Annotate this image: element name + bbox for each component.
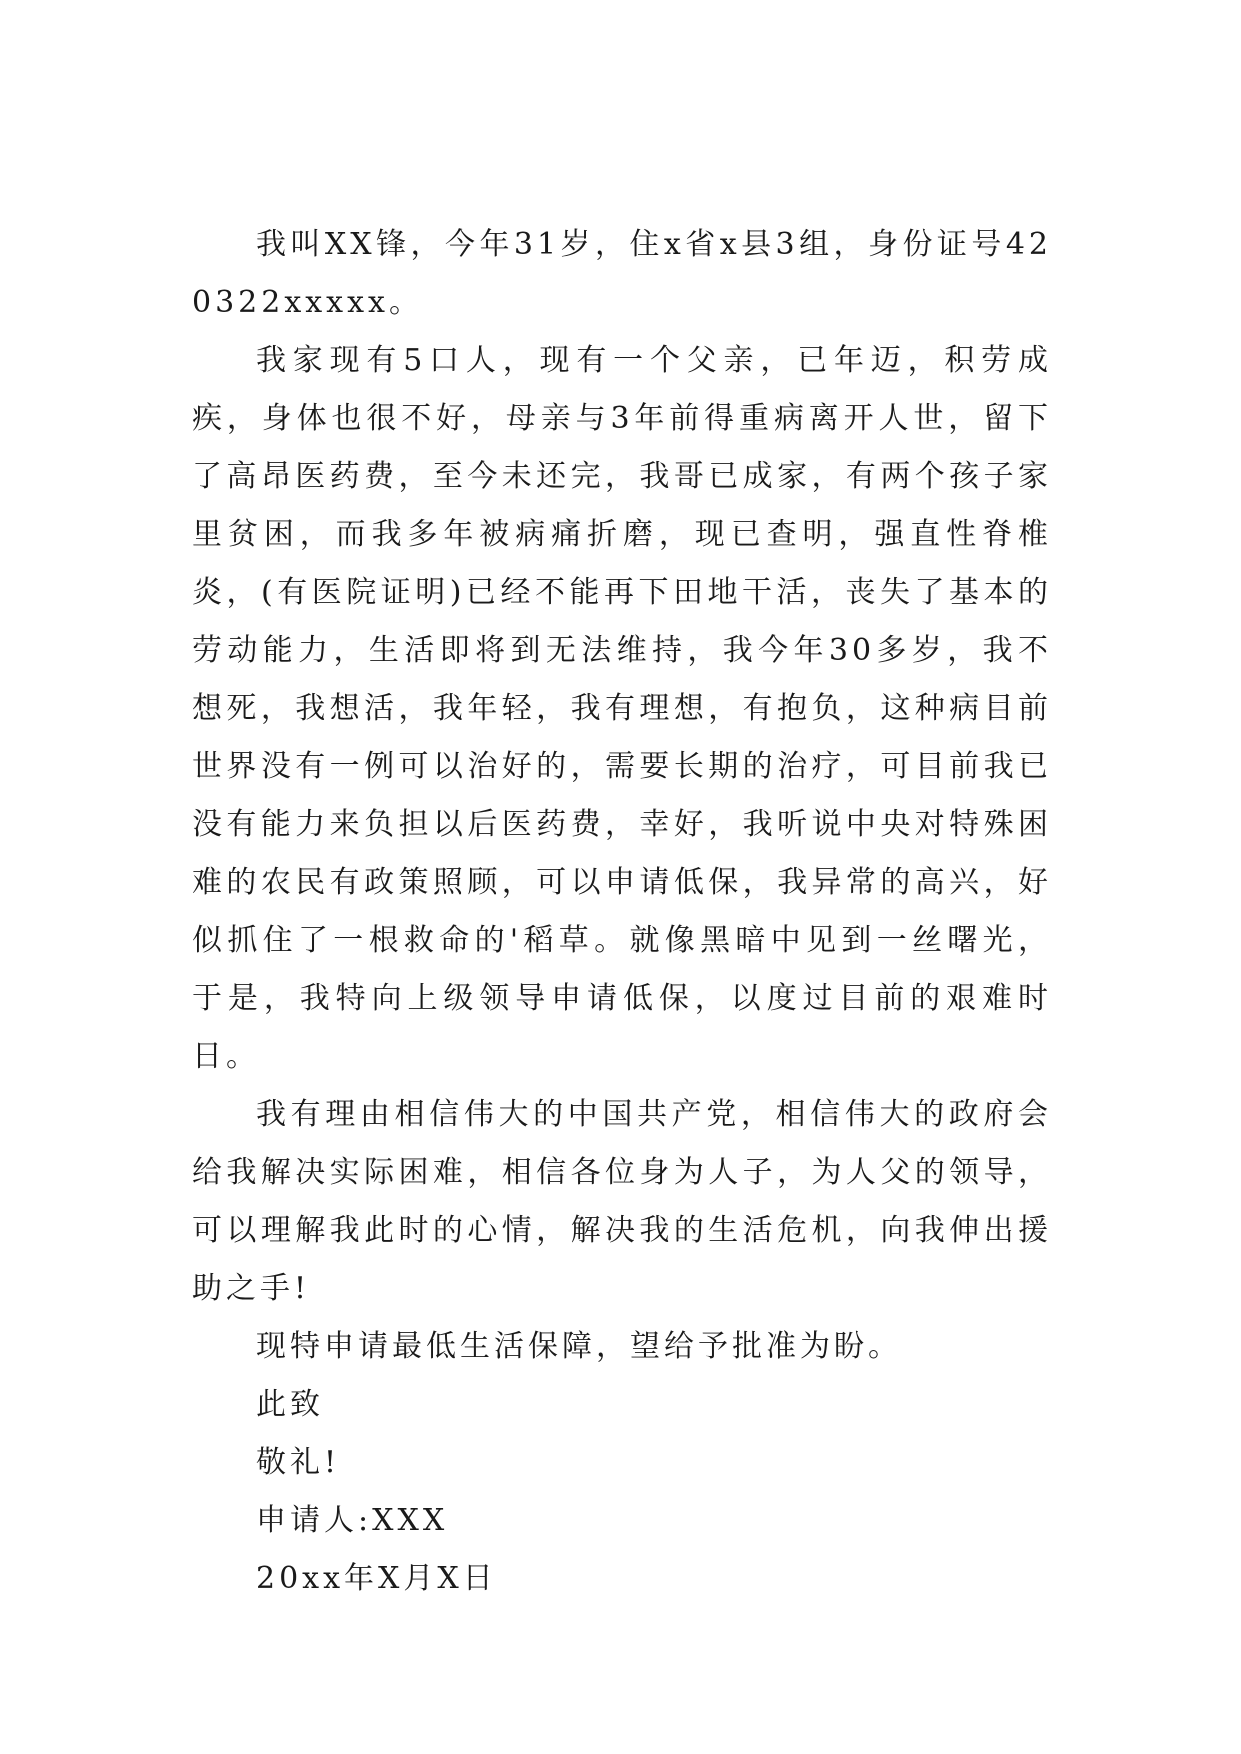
- closing-salutation: 此致: [256, 1387, 324, 1422]
- paragraph-trust: 我有理由相信伟大的中国共产党，相信伟大的政府会给我解决实际困难，相信各位身为人子，为人父的领导，可以理解我此时的心情，解决我的生活危机，向我伸出援助之手!: [192, 1097, 1052, 1306]
- paragraph-introduction: 我叫XX锋，今年31岁，住x省x县3组，身份证号420322xxxxx。: [192, 227, 1052, 320]
- applicant-signature: 申请人:XXX: [256, 1503, 449, 1538]
- closing-regards: 敬礼!: [256, 1445, 341, 1480]
- letter-date: 20xx年X月X日: [256, 1561, 497, 1596]
- paragraph-family-situation: 我家现有5口人，现有一个父亲，已年迈，积劳成疾，身体也很不好，母亲与3年前得重病离开人世，留下了高昂医药费，至今未还完，我哥已成家，有两个孩子家里贫困，而我多年被病痛折磨，现已查明，强直性脊椎炎，(有医院证明)已经不能再下田地干活，丧失了基本的劳动能力，生活即将到无法维持，我今年30多岁，我不想死，我想活，我年轻，我有理想，有抱负，这种病目前世界没有一例可以治好的，需要长期的治疗，可目前我已没有能力来负担以后医药费，幸好，我听说中央对特殊困难的农民有政策照顾，可以申请低保，我异常的高兴，好似抓住了一根救命的'稻草。就像黑暗中见到一丝曙光，于是，我特向上级领导申请低保，以度过目前的艰难时日。: [192, 343, 1052, 1074]
- letter-body: [192, 216, 1052, 1608]
- paragraph-request: 现特申请最低生活保障，望给予批准为盼。: [256, 1329, 902, 1364]
